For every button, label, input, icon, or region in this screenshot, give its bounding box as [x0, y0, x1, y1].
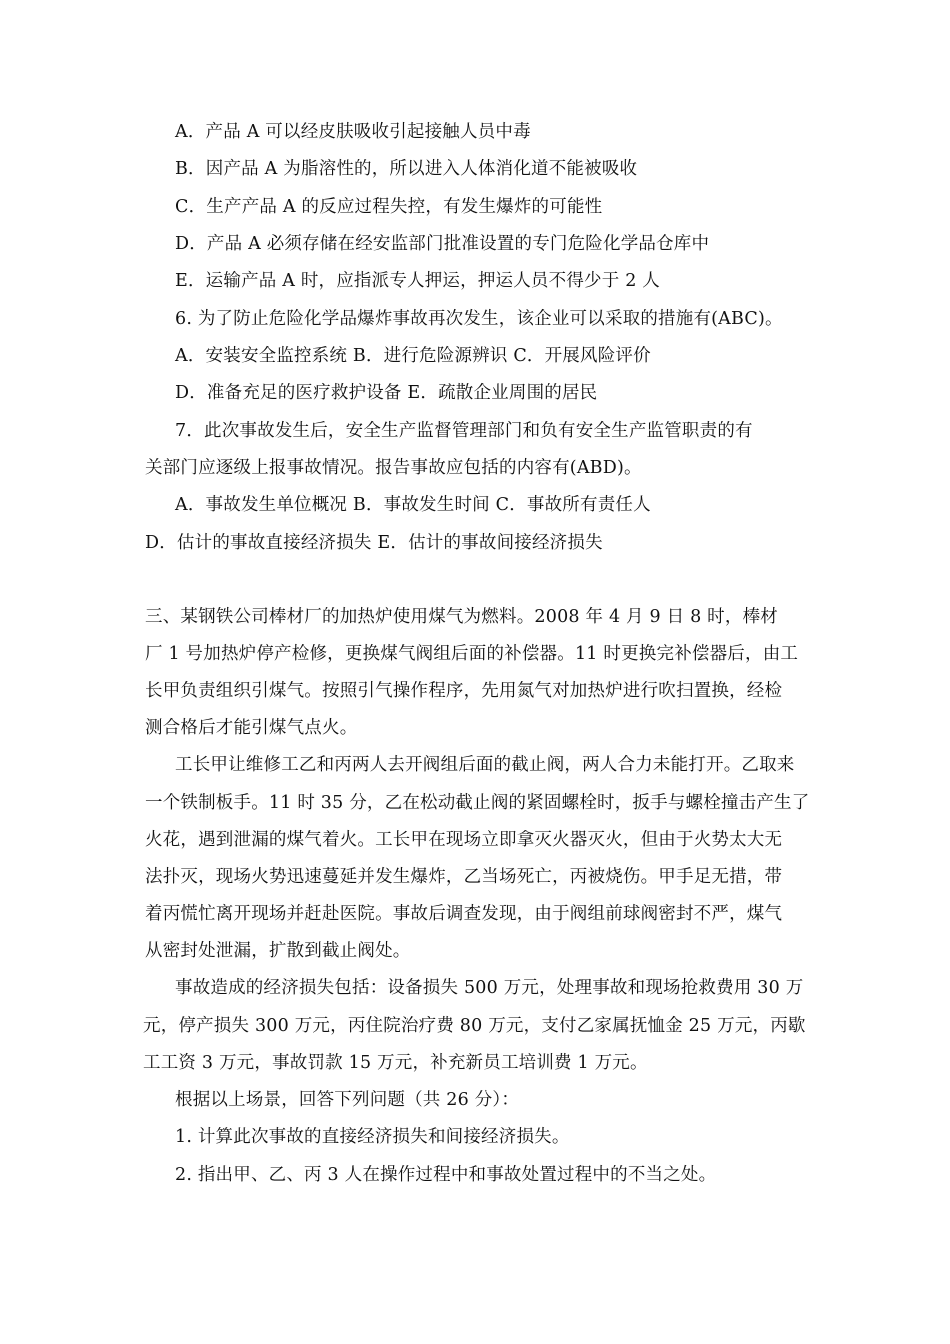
- case3-para2-line1: 工长甲让维修工乙和丙两人去开阀组后面的截止阀，两人合力未能打开。乙取来: [175, 755, 795, 775]
- q7-options-line2: D．估计的事故直接经济损失 E．估计的事故间接经济损失: [145, 533, 603, 553]
- case3-prompt: 根据以上场景，回答下列问题（共 26 分）：: [175, 1090, 520, 1110]
- q5-option-c: C．生产产品 A 的反应过程失控，有发生爆炸的可能性: [175, 197, 603, 217]
- q5-option-e: E．运输产品 A 时，应指派专人押运，押运人员不得少于 2 人: [175, 271, 660, 291]
- q6-options-line2: D．准备充足的医疗救护设备 E．疏散企业周围的居民: [175, 383, 598, 403]
- case3-para1-line2: 厂 1 号加热炉停产检修，更换煤气阀组后面的补偿器。11 时更换完补偿器后，由工: [145, 644, 799, 664]
- q6-question: 6. 为了防止危险化学品爆炸事故再次发生，该企业可以采取的措施有(ABC)。: [175, 309, 783, 329]
- case3-para1-line3: 长甲负责组织引煤气。按照引气操作程序，先用氮气对加热炉进行吹扫置换，经检: [145, 681, 783, 701]
- case3-para1-line1: 三、某钢铁公司棒材厂的加热炉使用煤气为燃料。2008 年 4 月 9 日 8 时，棒材: [145, 607, 778, 627]
- case3-para3-line1: 事故造成的经济损失包括：设备损失 500 万元，处理事故和现场抢救费用 30 万: [175, 978, 804, 998]
- q6-options-line1: A．安装安全监控系统 B．进行危险源辨识 C．开展风险评价: [175, 346, 651, 366]
- case3-para3-line2: 元，停产损失 300 万元，丙住院治疗费 80 万元，支付乙家属抚恤金 25 万元，丙歇: [143, 1016, 806, 1036]
- case3-para2-line2: 一个铁制板手。11 时 35 分，乙在松动截止阀的紧固螺栓时，扳手与螺栓撞击产生了: [145, 793, 810, 813]
- q5-option-d: D．产品 A 必须存储在经安监部门批准设置的专门危险化学品仓库中: [175, 234, 710, 254]
- q5-option-a: A．产品 A 可以经皮肤吸收引起接触人员中毒: [175, 122, 531, 142]
- q5-option-b: B．因产品 A 为脂溶性的，所以进入人体消化道不能被吸收: [175, 159, 638, 179]
- case3-para2-line4: 法扑灭，现场火势迅速蔓延并发生爆炸，乙当场死亡，丙被烧伤。甲手足无措，带: [145, 867, 783, 887]
- case3-question-1: 1. 计算此次事故的直接经济损失和间接经济损失。: [175, 1127, 570, 1147]
- case3-para2-line3: 火花，遇到泄漏的煤气着火。工长甲在现场立即拿灭火器灭火，但由于火势太大无: [145, 830, 783, 850]
- case3-para3-line3: 工工资 3 万元，事故罚款 15 万元，补充新员工培训费 1 万元。: [143, 1053, 648, 1073]
- case3-para2-line6: 从密封处泄漏，扩散到截止阀处。: [145, 941, 411, 961]
- case3-para1-line4: 测合格后才能引煤气点火。: [145, 718, 358, 738]
- case3-para2-line5: 着丙慌忙离开现场并赶赴医院。事故后调查发现，由于阀组前球阀密封不严，煤气: [145, 904, 783, 924]
- q7-question-line2: 关部门应逐级上报事故情况。报告事故应包括的内容有(ABD)。: [145, 458, 642, 478]
- case3-question-2: 2. 指出甲、乙、丙 3 人在操作过程中和事故处置过程中的不当之处。: [175, 1165, 717, 1185]
- q7-question-line1: 7．此次事故发生后，安全生产监督管理部门和负有安全生产监管职责的有: [175, 421, 753, 441]
- q7-options-line1: A．事故发生单位概况 B．事故发生时间 C．事故所有责任人: [175, 495, 651, 515]
